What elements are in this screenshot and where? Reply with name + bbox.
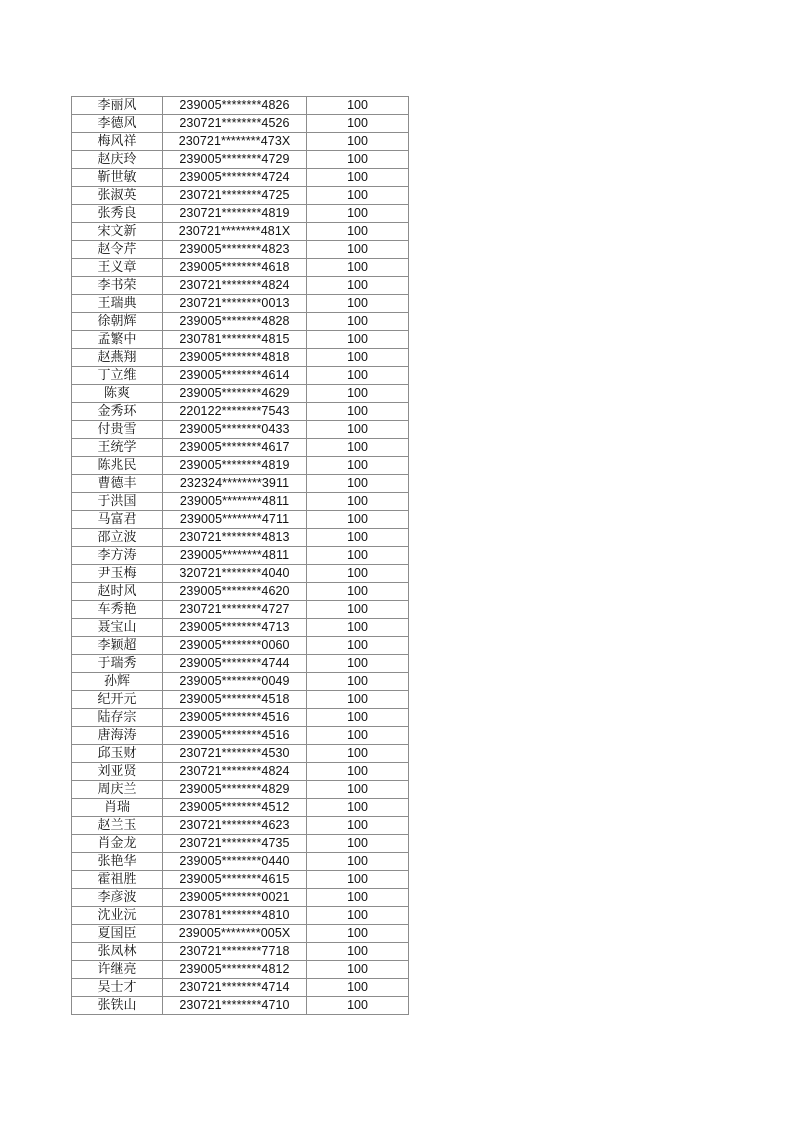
- id-number-cell: 239005********4512: [163, 799, 307, 817]
- id-number-cell: 239005********4711: [163, 511, 307, 529]
- table-row: [72, 205, 409, 223]
- score-cell: 100: [307, 781, 409, 799]
- name-cell: 张秀良: [72, 205, 163, 223]
- id-number-cell: 239005********4620: [163, 583, 307, 601]
- table-row: [72, 979, 409, 997]
- id-number-cell: 239005********4829: [163, 781, 307, 799]
- name-cell: 吴士才: [72, 979, 163, 997]
- table-row: [72, 151, 409, 169]
- table-row: [72, 889, 409, 907]
- score-cell: 100: [307, 835, 409, 853]
- score-cell: 100: [307, 583, 409, 601]
- score-cell: 100: [307, 223, 409, 241]
- id-number-cell: 239005********4729: [163, 151, 307, 169]
- score-cell: 100: [307, 403, 409, 421]
- table-row: [72, 547, 409, 565]
- id-number-cell: 230721********481X: [163, 223, 307, 241]
- score-cell: 100: [307, 601, 409, 619]
- name-cell: 李书荣: [72, 277, 163, 295]
- table-row: [72, 511, 409, 529]
- score-cell: 100: [307, 907, 409, 925]
- id-number-cell: 220122********7543: [163, 403, 307, 421]
- name-cell: 刘亚贤: [72, 763, 163, 781]
- name-cell: 王义章: [72, 259, 163, 277]
- id-number-cell: 239005********0433: [163, 421, 307, 439]
- name-cell: 霍祖胜: [72, 871, 163, 889]
- score-cell: 100: [307, 457, 409, 475]
- name-cell: 肖瑞: [72, 799, 163, 817]
- id-number-cell: 230721********4813: [163, 529, 307, 547]
- id-number-cell: 230721********4710: [163, 997, 307, 1015]
- name-cell: 陆存宗: [72, 709, 163, 727]
- id-number-cell: 239005********4713: [163, 619, 307, 637]
- score-cell: 100: [307, 925, 409, 943]
- id-number-cell: 239005********4518: [163, 691, 307, 709]
- score-cell: 100: [307, 547, 409, 565]
- table-row: [72, 709, 409, 727]
- table-row: [72, 673, 409, 691]
- name-cell: 尹玉梅: [72, 565, 163, 583]
- score-cell: 100: [307, 97, 409, 115]
- table-row: [72, 943, 409, 961]
- table-row: [72, 637, 409, 655]
- name-cell: 许继亮: [72, 961, 163, 979]
- table-row: [72, 817, 409, 835]
- name-cell: 邵立波: [72, 529, 163, 547]
- id-number-cell: 230721********4526: [163, 115, 307, 133]
- id-number-cell: 239005********0060: [163, 637, 307, 655]
- name-cell: 于瑞秀: [72, 655, 163, 673]
- name-cell: 曹德丰: [72, 475, 163, 493]
- table-row: [72, 871, 409, 889]
- name-cell: 李德风: [72, 115, 163, 133]
- score-cell: 100: [307, 997, 409, 1015]
- score-cell: 100: [307, 187, 409, 205]
- score-cell: 100: [307, 493, 409, 511]
- score-cell: 100: [307, 817, 409, 835]
- id-number-cell: 239005********4828: [163, 313, 307, 331]
- score-cell: 100: [307, 691, 409, 709]
- name-cell: 肖金龙: [72, 835, 163, 853]
- table-row: [72, 619, 409, 637]
- score-cell: 100: [307, 475, 409, 493]
- score-cell: 100: [307, 655, 409, 673]
- score-cell: 100: [307, 241, 409, 259]
- id-number-cell: 230721********4824: [163, 763, 307, 781]
- id-number-cell: 239005********4615: [163, 871, 307, 889]
- table-row: [72, 367, 409, 385]
- name-cell: 夏国臣: [72, 925, 163, 943]
- id-number-cell: 230781********4815: [163, 331, 307, 349]
- table-row: [72, 313, 409, 331]
- id-number-cell: 230721********4725: [163, 187, 307, 205]
- score-cell: 100: [307, 277, 409, 295]
- score-cell: 100: [307, 115, 409, 133]
- score-cell: 100: [307, 727, 409, 745]
- score-cell: 100: [307, 565, 409, 583]
- name-cell: 陈兆民: [72, 457, 163, 475]
- score-cell: 100: [307, 259, 409, 277]
- id-number-cell: 239005********4744: [163, 655, 307, 673]
- score-cell: 100: [307, 133, 409, 151]
- name-cell: 于洪国: [72, 493, 163, 511]
- score-cell: 100: [307, 439, 409, 457]
- table-row: [72, 331, 409, 349]
- name-cell: 李丽风: [72, 97, 163, 115]
- table-row: [72, 457, 409, 475]
- id-number-cell: 239005********0021: [163, 889, 307, 907]
- name-cell: 孟繁中: [72, 331, 163, 349]
- id-number-cell: 230721********4623: [163, 817, 307, 835]
- score-cell: 100: [307, 673, 409, 691]
- name-cell: 李彦波: [72, 889, 163, 907]
- id-number-cell: 230721********4735: [163, 835, 307, 853]
- score-cell: 100: [307, 205, 409, 223]
- id-number-cell: 239005********4724: [163, 169, 307, 187]
- score-cell: 100: [307, 529, 409, 547]
- score-cell: 100: [307, 313, 409, 331]
- name-cell: 靳世敏: [72, 169, 163, 187]
- id-number-cell: 230721********4530: [163, 745, 307, 763]
- name-cell: 张艳华: [72, 853, 163, 871]
- id-number-cell: 239005********4818: [163, 349, 307, 367]
- id-number-cell: 239005********4811: [163, 493, 307, 511]
- name-cell: 赵时风: [72, 583, 163, 601]
- score-cell: 100: [307, 367, 409, 385]
- name-cell: 李方涛: [72, 547, 163, 565]
- table-row: [72, 133, 409, 151]
- id-number-cell: 232324********3911: [163, 475, 307, 493]
- table-row: [72, 529, 409, 547]
- name-cell: 孙辉: [72, 673, 163, 691]
- table-row: [72, 223, 409, 241]
- id-number-cell: 230781********4810: [163, 907, 307, 925]
- id-number-cell: 230721********4819: [163, 205, 307, 223]
- id-number-cell: 239005********4812: [163, 961, 307, 979]
- table-row: [72, 403, 409, 421]
- id-number-cell: 239005********4811: [163, 547, 307, 565]
- table-row: [72, 745, 409, 763]
- table-row: [72, 835, 409, 853]
- score-cell: 100: [307, 619, 409, 637]
- table-row: [72, 601, 409, 619]
- score-cell: 100: [307, 709, 409, 727]
- name-cell: 赵兰玉: [72, 817, 163, 835]
- name-cell: 徐朝辉: [72, 313, 163, 331]
- name-cell: 王统学: [72, 439, 163, 457]
- table-row: [72, 187, 409, 205]
- score-cell: 100: [307, 151, 409, 169]
- score-cell: 100: [307, 745, 409, 763]
- score-cell: 100: [307, 943, 409, 961]
- id-number-cell: 230721********4714: [163, 979, 307, 997]
- table-row: [72, 97, 409, 115]
- table-row: [72, 115, 409, 133]
- id-number-cell: 230721********4824: [163, 277, 307, 295]
- table-row: [72, 727, 409, 745]
- name-cell: 赵庆玲: [72, 151, 163, 169]
- table-row: [72, 241, 409, 259]
- id-number-cell: 239005********4516: [163, 727, 307, 745]
- score-cell: 100: [307, 763, 409, 781]
- table-row: [72, 691, 409, 709]
- score-cell: 100: [307, 349, 409, 367]
- table-row: [72, 799, 409, 817]
- table-row: [72, 475, 409, 493]
- table-row: [72, 655, 409, 673]
- name-cell: 李颖超: [72, 637, 163, 655]
- id-number-cell: 230721********7718: [163, 943, 307, 961]
- name-cell: 车秀艳: [72, 601, 163, 619]
- name-cell: 丁立维: [72, 367, 163, 385]
- id-number-cell: 239005********4629: [163, 385, 307, 403]
- table-row: [72, 295, 409, 313]
- table-row: [72, 853, 409, 871]
- table-row: [72, 907, 409, 925]
- name-cell: 付贵雪: [72, 421, 163, 439]
- name-cell: 赵燕翔: [72, 349, 163, 367]
- id-number-cell: 239005********4618: [163, 259, 307, 277]
- id-number-cell: 230721********473X: [163, 133, 307, 151]
- table-row: [72, 781, 409, 799]
- table-row: [72, 385, 409, 403]
- score-cell: 100: [307, 331, 409, 349]
- table-row: [72, 925, 409, 943]
- table-row: [72, 565, 409, 583]
- table-row: [72, 349, 409, 367]
- id-number-cell: 230721********0013: [163, 295, 307, 313]
- score-cell: 100: [307, 889, 409, 907]
- name-cell: 梅风祥: [72, 133, 163, 151]
- name-cell: 张凤林: [72, 943, 163, 961]
- id-number-cell: 239005********4516: [163, 709, 307, 727]
- table-row: [72, 493, 409, 511]
- score-cell: 100: [307, 979, 409, 997]
- score-cell: 100: [307, 385, 409, 403]
- id-number-cell: 239005********4826: [163, 97, 307, 115]
- table-row: [72, 961, 409, 979]
- table-row: [72, 439, 409, 457]
- name-cell: 邱玉财: [72, 745, 163, 763]
- name-cell: 周庆兰: [72, 781, 163, 799]
- table-row: [72, 277, 409, 295]
- name-cell: 马富君: [72, 511, 163, 529]
- table-row: [72, 763, 409, 781]
- score-cell: 100: [307, 799, 409, 817]
- table-row: [72, 421, 409, 439]
- name-cell: 赵令芹: [72, 241, 163, 259]
- table-row: [72, 997, 409, 1015]
- score-cell: 100: [307, 871, 409, 889]
- id-number-cell: 239005********0440: [163, 853, 307, 871]
- name-cell: 沈业沅: [72, 907, 163, 925]
- id-number-cell: 320721********4040: [163, 565, 307, 583]
- id-number-cell: 230721********4727: [163, 601, 307, 619]
- table-row: [72, 583, 409, 601]
- name-cell: 金秀环: [72, 403, 163, 421]
- name-cell: 陈爽: [72, 385, 163, 403]
- name-cell: 纪开元: [72, 691, 163, 709]
- score-cell: 100: [307, 961, 409, 979]
- table-row: [72, 259, 409, 277]
- id-number-cell: 239005********4823: [163, 241, 307, 259]
- name-cell: 张淑英: [72, 187, 163, 205]
- score-cell: 100: [307, 295, 409, 313]
- id-number-cell: 239005********4617: [163, 439, 307, 457]
- score-cell: 100: [307, 637, 409, 655]
- id-number-cell: 239005********0049: [163, 673, 307, 691]
- id-number-cell: 239005********005X: [163, 925, 307, 943]
- score-cell: 100: [307, 169, 409, 187]
- name-cell: 宋文新: [72, 223, 163, 241]
- name-cell: 张铁山: [72, 997, 163, 1015]
- score-cell: 100: [307, 853, 409, 871]
- score-cell: 100: [307, 421, 409, 439]
- score-cell: 100: [307, 511, 409, 529]
- roster-table: [71, 96, 409, 1015]
- table-row: [72, 169, 409, 187]
- name-cell: 唐海涛: [72, 727, 163, 745]
- name-cell: 聂宝山: [72, 619, 163, 637]
- name-cell: 王瑞典: [72, 295, 163, 313]
- id-number-cell: 239005********4614: [163, 367, 307, 385]
- id-number-cell: 239005********4819: [163, 457, 307, 475]
- roster-table-body: [72, 97, 409, 1015]
